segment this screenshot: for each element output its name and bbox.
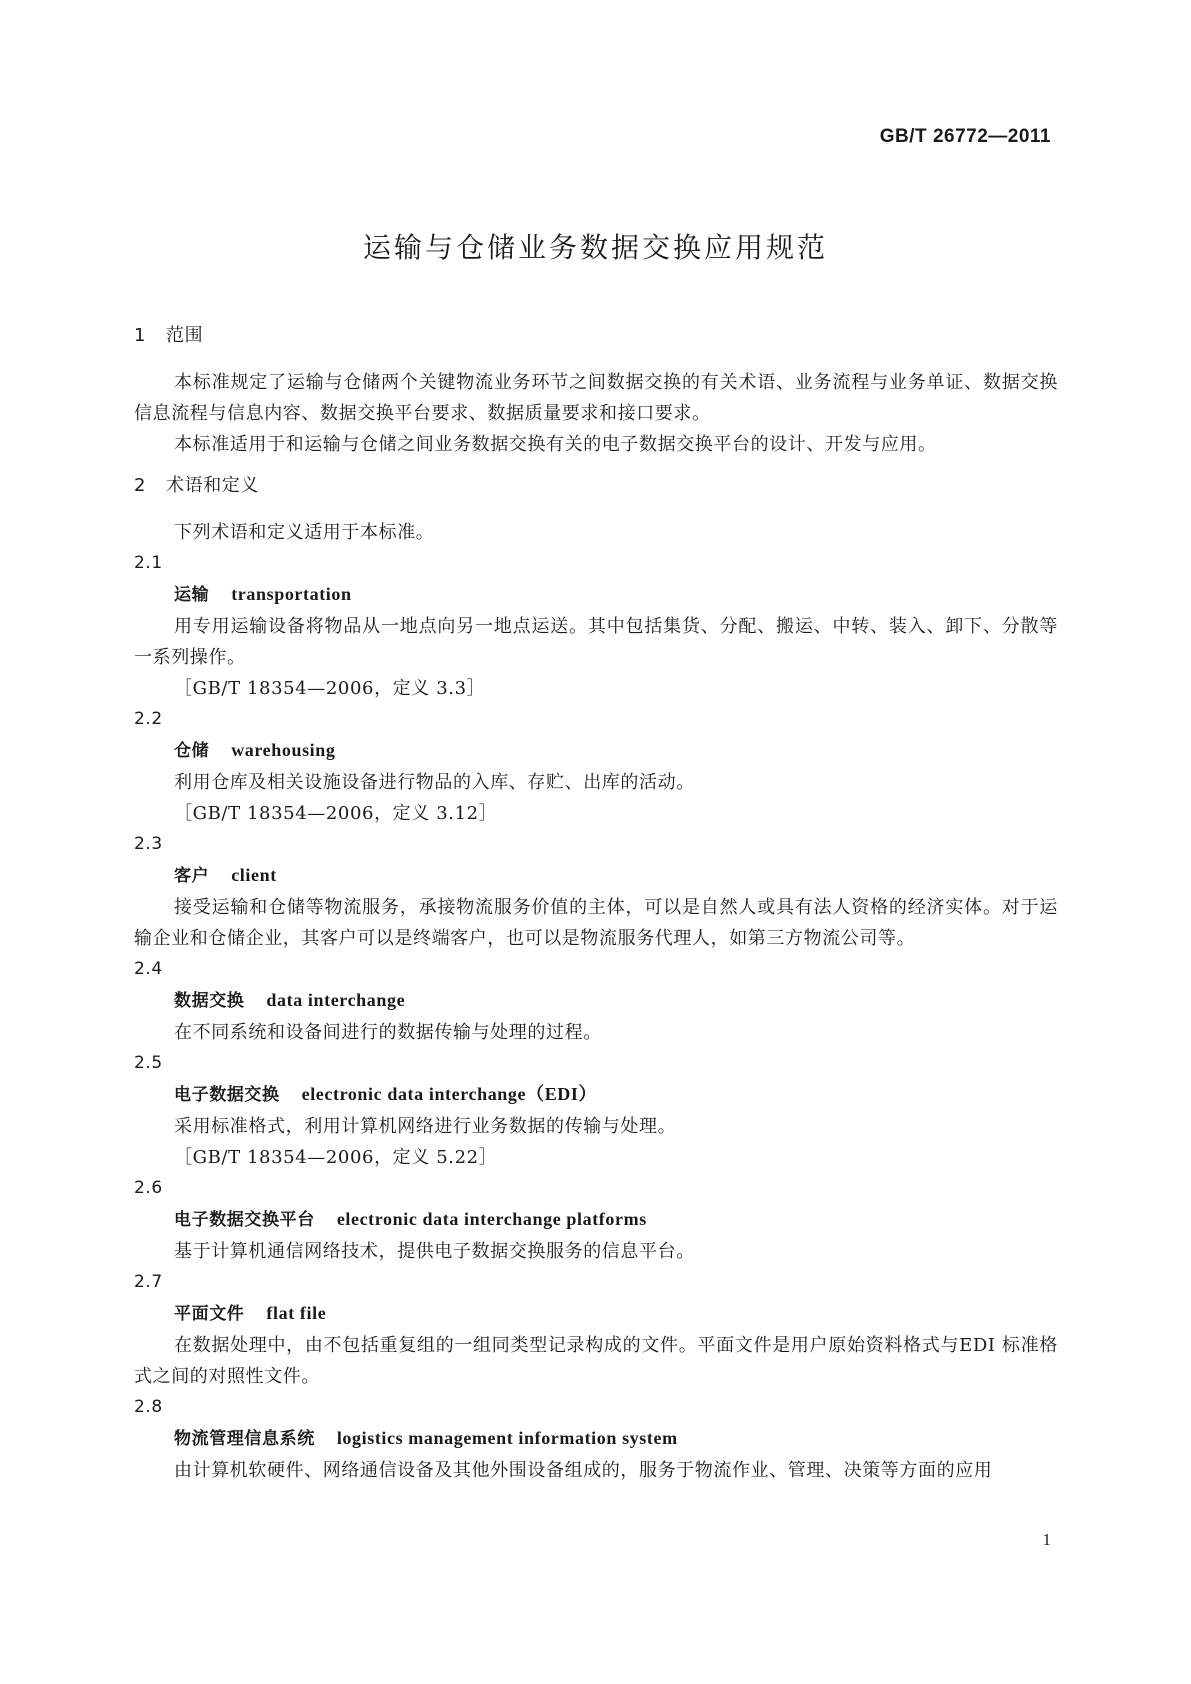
section-heading-scope <box>134 320 1058 351</box>
term-cn: 客户 <box>174 866 210 886</box>
section-heading-terms <box>134 470 1058 501</box>
paragraph: 本标准适用于和运输与仓储之间业务数据交换有关的电子数据交换平台的设计、开发与应用。 <box>174 434 937 455</box>
paragraph: 下列术语和定义适用于本标准。 <box>174 522 435 543</box>
term-title <box>174 579 1058 611</box>
term-en: flat file <box>266 1303 327 1323</box>
term-definition: 采用标准格式，利用计算机网络进行业务数据的传输与处理。 <box>174 1116 677 1137</box>
term-en: data interchange <box>266 990 406 1010</box>
term-entry <box>134 704 1058 829</box>
section-title: 范围 <box>166 325 204 346</box>
page-number: 1 <box>1042 1530 1051 1549</box>
term-number: 2.4 <box>134 959 163 979</box>
term-en: electronic data interchange platforms <box>336 1209 647 1229</box>
paragraph: 本标准规定了运输与仓储两个关键物流业务环节之间数据交换的有关术语、业务流程与业务单证、数据交换信息流程与信息内容、数据交换平台要求、数据质量要求和接口要求。 <box>134 372 1058 424</box>
section-number: 1 <box>134 325 147 346</box>
term-cn: 数据交换 <box>174 991 245 1011</box>
term-source: ［GB/T 18354—2006，定义 3.12］ <box>174 803 498 824</box>
term-cn: 平面文件 <box>174 1304 245 1324</box>
term-source: ［GB/T 18354—2006，定义 5.22］ <box>174 1147 498 1168</box>
term-number: 2.6 <box>134 1178 163 1198</box>
term-definition: 基于计算机通信网络技术，提供电子数据交换服务的信息平台。 <box>174 1241 695 1262</box>
term-entry <box>134 1392 1058 1486</box>
term-title <box>174 735 1058 767</box>
term-title <box>174 860 1058 892</box>
section-title: 术语和定义 <box>166 475 259 496</box>
term-definition: 用专用运输设备将物品从一地点向另一地点运送。其中包括集货、分配、搬运、中转、装入、卸下、分散等一系列操作。 <box>134 616 1058 668</box>
term-title <box>174 1423 1058 1455</box>
term-title <box>174 1079 1058 1111</box>
term-title <box>174 1204 1058 1236</box>
standard-number: GB/T 26772—2011 <box>879 126 1051 147</box>
term-definition: 接受运输和仓储等物流服务，承接物流服务价值的主体，可以是自然人或具有法人资格的经济实体。对于运输企业和仓储企业，其客户可以是终端客户，也可以是物流服务代理人，如第三方物流公司等。 <box>134 897 1058 949</box>
term-entry <box>134 548 1058 704</box>
term-source: ［GB/T 18354—2006，定义 3.3］ <box>174 678 486 699</box>
term-cn: 物流管理信息系统 <box>174 1429 315 1449</box>
term-cn: 电子数据交换 <box>174 1085 280 1105</box>
term-definition: 在数据处理中，由不包括重复组的一组同类型记录构成的文件。平面文件是用户原始资料格式与EDI 标准格式之间的对照性文件。 <box>134 1335 1058 1387</box>
term-en: logistics management information system <box>336 1428 678 1448</box>
term-en: client <box>231 865 277 885</box>
term-definition: 由计算机软硬件、网络通信设备及其他外围设备组成的，服务于物流作业、管理、决策等方面的应用 <box>174 1460 993 1481</box>
term-number: 2.3 <box>134 834 163 854</box>
term-entry <box>134 1048 1058 1173</box>
section-number: 2 <box>134 475 147 496</box>
term-en: transportation <box>231 584 352 604</box>
document-body <box>134 320 1058 1486</box>
term-number: 2.2 <box>134 709 163 729</box>
term-entry <box>134 1173 1058 1267</box>
term-number: 2.7 <box>134 1272 163 1292</box>
term-number: 2.1 <box>134 553 163 573</box>
term-cn: 电子数据交换平台 <box>174 1210 315 1230</box>
term-entry <box>134 1267 1058 1392</box>
term-en: electronic data interchange（EDI） <box>301 1084 598 1104</box>
term-title <box>174 1298 1058 1330</box>
term-number: 2.8 <box>134 1397 163 1417</box>
term-en: warehousing <box>231 740 336 760</box>
term-cn: 仓储 <box>174 741 210 761</box>
term-cn: 运输 <box>174 585 210 605</box>
term-entry <box>134 829 1058 954</box>
term-definition: 利用仓库及相关设施设备进行物品的入库、存贮、出库的活动。 <box>174 772 695 793</box>
term-entry <box>134 954 1058 1048</box>
document-title: 运输与仓储业务数据交换应用规范 <box>362 231 828 264</box>
term-number: 2.5 <box>134 1053 163 1073</box>
term-title <box>174 985 1058 1017</box>
term-definition: 在不同系统和设备间进行的数据传输与处理的过程。 <box>174 1022 602 1043</box>
